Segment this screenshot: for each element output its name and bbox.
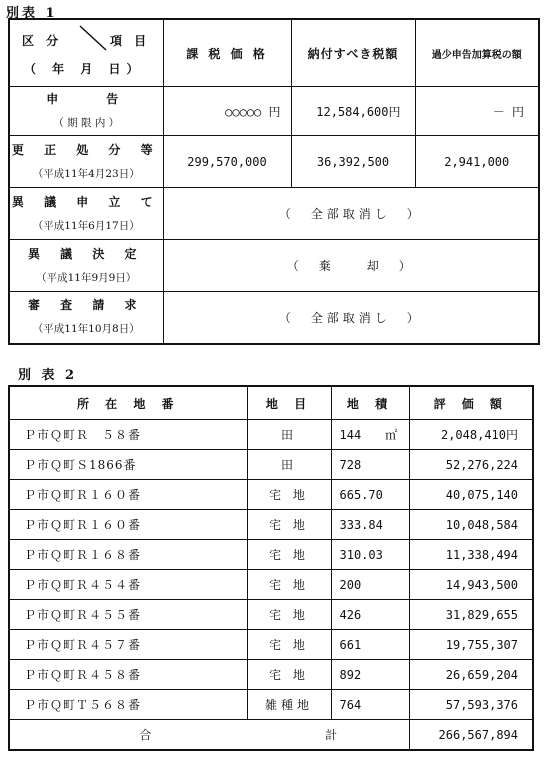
area-cell: 728 <box>331 450 409 480</box>
table-row <box>9 540 533 570</box>
table-row <box>9 510 533 540</box>
header-land-category: 地 目 <box>247 386 331 420</box>
area-cell: 892 <box>331 660 409 690</box>
row-outcome: （ 全部取消し ） <box>163 292 539 344</box>
category-cell: 雑種地 <box>247 690 331 720</box>
row-label: 異 議 決 定 <box>27 246 145 261</box>
header-taxable-price: 課 税 価 格 <box>163 19 291 87</box>
category-cell: 宅 地 <box>247 510 331 540</box>
value-cell: 40,075,140 <box>409 480 533 510</box>
area-cell: 310.03 <box>331 540 409 570</box>
header-tax-due: 納付すべき税額 <box>291 19 415 87</box>
value-cell: 26,659,204 <box>409 660 533 690</box>
total-label-left: 合 <box>139 728 154 742</box>
total-row <box>9 720 533 751</box>
area-cell: 144 ㎡ <box>331 420 409 450</box>
category-cell: 宅 地 <box>247 600 331 630</box>
value-cell: 10,048,584 <box>409 510 533 540</box>
area-cell: 661 <box>331 630 409 660</box>
total-label-right: 計 <box>325 728 340 742</box>
area-cell: 665.70 <box>331 480 409 510</box>
location-cell: Ｐ市Ｑ町Ｒ４５８番 <box>9 660 247 690</box>
location-cell: Ｐ市Ｑ町Ｒ４５５番 <box>9 600 247 630</box>
location-cell: Ｐ市Ｑ町Ｒ ５８番 <box>9 420 247 450</box>
location-cell: Ｐ市Ｑ町Ｒ４５４番 <box>9 570 247 600</box>
area-cell: 333.84 <box>331 510 409 540</box>
total-value: 266,567,894 <box>409 720 533 751</box>
row-label: 審 査 請 求 <box>27 298 145 313</box>
category-cell: 宅 地 <box>247 480 331 510</box>
penalty-value: 2,941,000 <box>415 136 539 188</box>
area-cell: 764 <box>331 690 409 720</box>
value-cell: 2,048,410円 <box>409 420 533 450</box>
table-row <box>9 240 539 292</box>
table-row <box>9 690 533 720</box>
table-row <box>9 188 539 240</box>
location-cell: Ｐ市Ｑ町Ｓ1866番 <box>9 450 247 480</box>
category-cell: 田 <box>247 450 331 480</box>
header-item-label: 項 目 <box>110 34 151 48</box>
header-category-cell <box>9 19 163 87</box>
table-row <box>9 136 539 188</box>
area-cell: 426 <box>331 600 409 630</box>
row-label-cell <box>9 240 163 292</box>
row-label-cell <box>9 87 163 136</box>
table-row <box>9 450 533 480</box>
header-appraised-value: 評 価 額 <box>409 386 533 420</box>
location-cell: Ｐ市Ｑ町Ｒ１６０番 <box>9 480 247 510</box>
category-cell: 宅 地 <box>247 540 331 570</box>
value-cell: 31,829,655 <box>409 600 533 630</box>
value-cell: 52,276,224 <box>409 450 533 480</box>
category-cell: 宅 地 <box>247 570 331 600</box>
value-cell: 57,593,376 <box>409 690 533 720</box>
table2-caption: 別 表 2 <box>18 368 78 383</box>
header-area: 地 積 <box>331 386 409 420</box>
taxable-price-value: ○○○○○ 円 <box>163 87 291 136</box>
table-row <box>9 630 533 660</box>
category-cell: 田 <box>247 420 331 450</box>
location-cell: Ｐ市Ｑ町Ｒ１６０番 <box>9 510 247 540</box>
row-date: （平成11年10月8日） <box>32 323 140 336</box>
row-date: （平成11年4月23日） <box>32 167 140 180</box>
location-cell: Ｐ市Ｑ町Ｔ５６８番 <box>9 690 247 720</box>
taxable-price-value: 299,570,000 <box>163 136 291 188</box>
location-cell: Ｐ市Ｑ町Ｒ１６８番 <box>9 540 247 570</box>
row-label-cell <box>9 188 163 240</box>
category-cell: 宅 地 <box>247 630 331 660</box>
table1-caption: 別表 1 <box>6 6 58 21</box>
value-cell: 11,338,494 <box>409 540 533 570</box>
total-label-cell <box>9 720 409 751</box>
header-date-label: （ 年 月 日） <box>24 62 145 76</box>
category-cell: 宅 地 <box>247 660 331 690</box>
table-row <box>9 480 533 510</box>
tax-due-value: 36,392,500 <box>291 136 415 188</box>
penalty-value: － 円 <box>415 87 539 136</box>
table-row <box>9 292 539 344</box>
value-cell: 14,943,500 <box>409 570 533 600</box>
header-penalty-tax: 過少申告加算税の額 <box>415 19 539 87</box>
area-cell: 200 <box>331 570 409 600</box>
row-label-cell <box>9 136 163 188</box>
row-label: 更 正 処 分 等 <box>11 142 161 157</box>
tax-summary-table <box>8 18 540 345</box>
row-outcome: （ 全部取消し ） <box>163 188 539 240</box>
header-location: 所 在 地 番 <box>9 386 247 420</box>
row-date: （平成11年6月17日） <box>32 219 140 232</box>
location-cell: Ｐ市Ｑ町Ｒ４５７番 <box>9 630 247 660</box>
row-outcome: （ 棄 却 ） <box>163 240 539 292</box>
row-label: 異 議 申 立 て <box>11 194 161 209</box>
land-valuation-table <box>8 385 534 751</box>
row-date: （平成11年9月9日） <box>36 271 137 284</box>
row-date: （ 期 限 内 ） <box>53 117 120 129</box>
tax-due-value: 12,584,600円 <box>291 87 415 136</box>
table-row <box>9 570 533 600</box>
row-label: 申 告 <box>46 92 127 106</box>
header-category-label: 区 分 <box>22 34 63 48</box>
table-row <box>9 87 539 136</box>
table-row <box>9 600 533 630</box>
table-row <box>9 420 533 450</box>
row-label-cell <box>9 292 163 344</box>
table-row <box>9 660 533 690</box>
value-cell: 19,755,307 <box>409 630 533 660</box>
